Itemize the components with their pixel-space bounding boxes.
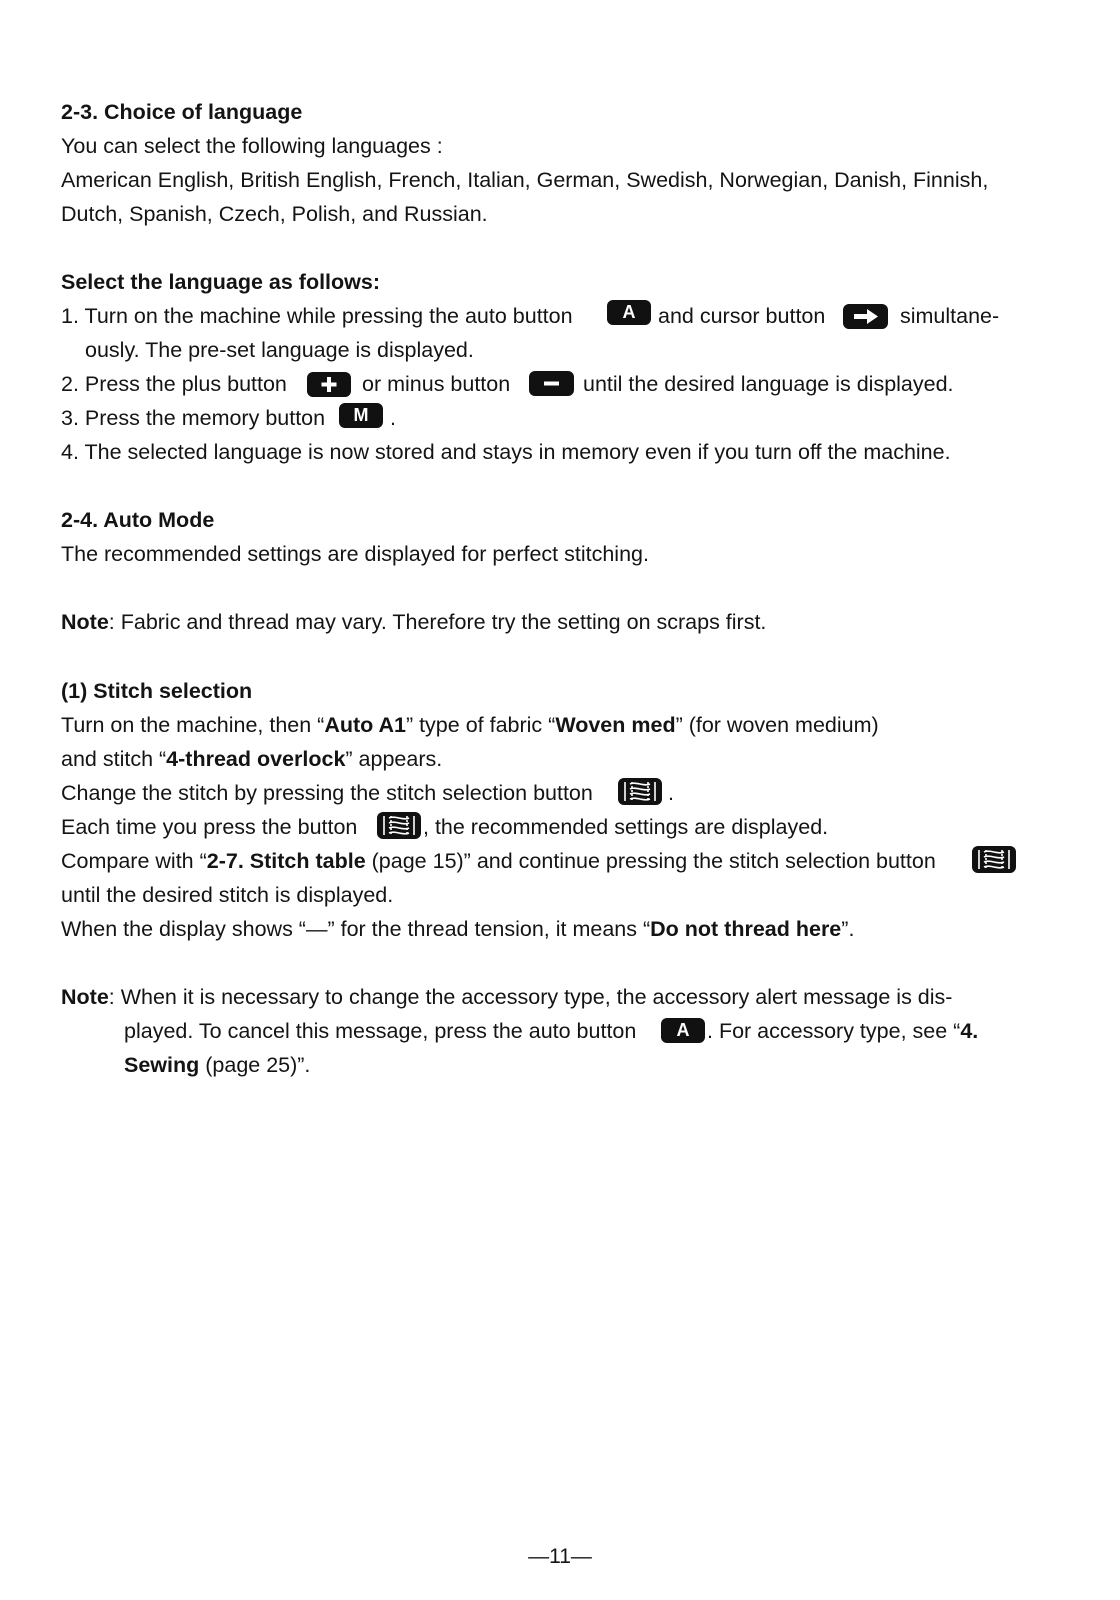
note-continued: played. To cancel this message, press the auto button bbox=[124, 1019, 637, 1043]
subheading: Select the language as follows: bbox=[61, 270, 380, 294]
paragraph: until the desired stitch is displayed. bbox=[61, 883, 394, 907]
paragraph: Each time you press the button bbox=[61, 815, 358, 839]
note-continued: Sewing (page 25)”. bbox=[124, 1053, 311, 1077]
step-4-text: 4. The selected language is now stored and stays in memory even if you turn off the machine. bbox=[61, 440, 951, 464]
step-1-text-a: 1. Turn on the machine while pressing the auto button bbox=[61, 304, 573, 328]
step-2-text-a: 2. Press the plus button bbox=[61, 372, 287, 396]
paragraph: Change the stitch by pressing the stitch selection button bbox=[61, 781, 593, 805]
paragraph: When the display shows “—” for the thread tension, it means “Do not thread here”. bbox=[61, 917, 855, 941]
step-3-text-b: . bbox=[390, 406, 396, 430]
plus-button-icon bbox=[307, 372, 351, 397]
paragraph-end: . bbox=[668, 781, 674, 805]
stitch-selection-icon bbox=[377, 812, 421, 839]
minus-button-icon bbox=[529, 371, 574, 396]
paragraph: Compare with “2-7. Stitch table (page 15)” and continue pressing the stitch selection button bbox=[61, 849, 936, 873]
step-3-text-a: 3. Press the memory button bbox=[61, 406, 326, 430]
paragraph: You can select the following languages : bbox=[61, 134, 443, 158]
stitch-selection-icon bbox=[618, 778, 662, 805]
step-1-text-b: and cursor button bbox=[658, 304, 826, 328]
auto-button-icon: A bbox=[607, 300, 651, 325]
page-number: —11— bbox=[528, 1545, 592, 1568]
paragraph: Dutch, Spanish, Czech, Polish, and Russian. bbox=[61, 202, 488, 226]
section-heading-2-4: 2-4. Auto Mode bbox=[61, 508, 215, 532]
paragraph: American English, British English, French, Italian, German, Swedish, Norwegian, Danish, Finnish, bbox=[61, 168, 989, 192]
subsection-heading: (1) Stitch selection bbox=[61, 679, 253, 703]
step-1-text-c: simultane- bbox=[900, 304, 1000, 328]
paragraph: Turn on the machine, then “Auto A1” type of fabric “Woven med” (for woven medium) bbox=[61, 713, 879, 737]
paragraph: The recommended settings are displayed for perfect stitching. bbox=[61, 542, 649, 566]
step-2-text-c: until the desired language is displayed. bbox=[583, 372, 954, 396]
auto-button-icon: A bbox=[661, 1018, 705, 1043]
cursor-right-arrow-icon bbox=[843, 304, 888, 329]
note: Note: Fabric and thread may vary. Therefore try the setting on scraps first. bbox=[61, 610, 767, 634]
section-heading-2-3: 2-3. Choice of language bbox=[61, 100, 303, 124]
step-1-text-d: ously. The pre-set language is displayed. bbox=[85, 338, 474, 362]
memory-button-icon: M bbox=[339, 403, 383, 428]
step-2-text-b: or minus button bbox=[362, 372, 511, 396]
stitch-selection-icon bbox=[972, 846, 1016, 873]
paragraph: and stitch “4-thread overlock” appears. bbox=[61, 747, 443, 771]
note: Note: When it is necessary to change the accessory type, the accessory alert message is dis- bbox=[61, 985, 953, 1009]
paragraph: , the recommended settings are displayed. bbox=[423, 815, 829, 839]
note-continued: . For accessory type, see “4. bbox=[707, 1019, 979, 1043]
